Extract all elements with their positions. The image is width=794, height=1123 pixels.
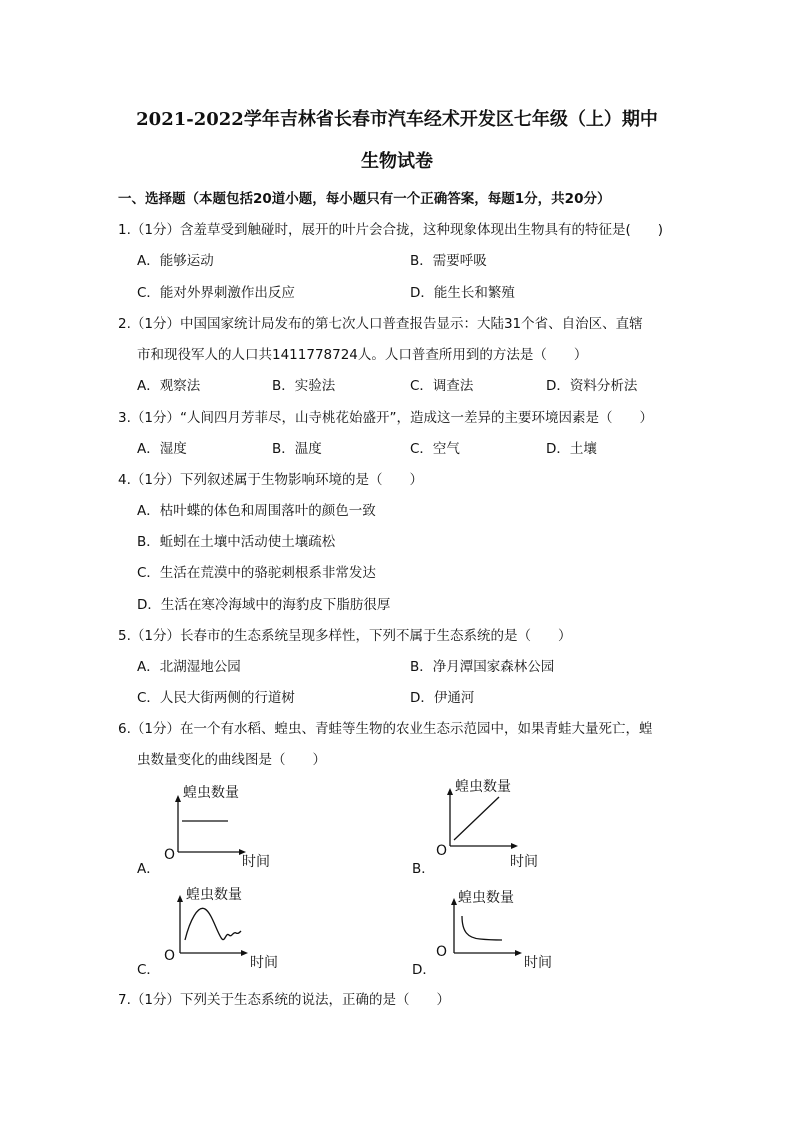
- q6-graph-a: [170, 795, 250, 860]
- exam-title-line2: 生物试卷: [361, 151, 433, 172]
- q3-option-b: B．温度: [272, 441, 322, 457]
- q1-option-b: B．需要呼吸: [410, 253, 487, 269]
- q2-option-d: D．资料分析法: [546, 378, 638, 394]
- q1-option-c: C．能对外界刺激作出反应: [137, 285, 295, 301]
- q6-graph-d: [446, 898, 526, 963]
- q1-stem: 1.（1分）含羞草受到触碰时，展开的叶片会合拢，这种现象体现出生物具有的特征是( ): [118, 222, 664, 238]
- x-axis-arrow: [239, 849, 246, 855]
- q5-option-a: A．北湖湿地公园: [137, 659, 241, 675]
- q6-graph-a-origin: O: [164, 847, 176, 863]
- q1-option-d: D．能生长和繁殖: [410, 285, 515, 301]
- q6-graph-a-ylabel: 蝗虫数量: [183, 785, 239, 801]
- q6-option-b-letter: B．: [412, 861, 435, 877]
- q4-stem: 4.（1分）下列叙述属于生物影响环境的是（ ）: [118, 472, 423, 488]
- curve-rising: [454, 797, 499, 840]
- q6-graph-d-xlabel: 时间: [524, 955, 552, 971]
- q2-stem-line2: 市和现役军人的人口共1411778724人。人口普查所用到的方法是（ ）: [137, 347, 588, 363]
- q6-graph-c-origin: O: [164, 948, 176, 964]
- q6-graph-d-ylabel: 蝗虫数量: [458, 890, 514, 906]
- q1-option-a: A．能够运动: [137, 253, 214, 269]
- q6-graph-c-ylabel: 蝗虫数量: [186, 887, 242, 903]
- curve-decay: [462, 916, 502, 940]
- q2-option-b: B．实验法: [272, 378, 336, 394]
- q6-graph-b: [442, 788, 522, 853]
- q5-option-b: B．净月潭国家森林公园: [410, 659, 555, 675]
- q3-option-d: D．土壤: [546, 441, 597, 457]
- y-axis-arrow: [447, 788, 453, 795]
- q3-option-a: A．湿度: [137, 441, 187, 457]
- q4-option-b: B．蚯蚓在土壤中活动使土壤疏松: [137, 534, 336, 550]
- q6-option-c-letter: C．: [137, 962, 160, 978]
- y-axis-arrow: [177, 895, 183, 902]
- q6-option-a-letter: A．: [137, 861, 160, 877]
- q3-stem: 3.（1分）“人间四月芳菲尽，山寺桃花始盛开”，造成这一差异的主要环境因素是（ ）: [118, 410, 653, 426]
- x-axis-arrow: [515, 950, 522, 956]
- q4-option-a: A．枯叶蝶的体色和周围落叶的颜色一致: [137, 503, 376, 519]
- q6-stem-line2: 虫数量变化的曲线图是（ ）: [137, 752, 326, 768]
- q6-graph-b-origin: O: [436, 843, 448, 859]
- y-axis-arrow: [175, 795, 181, 802]
- y-axis-arrow: [451, 898, 457, 905]
- q3-option-c: C．空气: [410, 441, 460, 457]
- curve-rise-fall: [185, 908, 241, 940]
- x-axis-arrow: [511, 843, 518, 849]
- q6-graph-c: [172, 895, 252, 960]
- q2-stem-line1: 2.（1分）中国国家统计局发布的第七次人口普查报告显示：大陆31个省、自治区、直辖: [118, 316, 643, 332]
- section-heading: 一、选择题（本题包括20道小题，每小题只有一个正确答案，每题1分，共20分）: [118, 191, 611, 207]
- q6-graph-c-xlabel: 时间: [250, 955, 278, 971]
- q2-option-a: A．观察法: [137, 378, 201, 394]
- q6-option-d-letter: D．: [412, 962, 436, 978]
- q2-option-c: C．调查法: [410, 378, 474, 394]
- exam-title-line1: 2021-2022学年吉林省长春市汽车经术开发区七年级（上）期中: [136, 109, 658, 130]
- q7-stem: 7.（1分）下列关于生态系统的说法，正确的是（ ）: [118, 992, 450, 1008]
- q5-stem: 5.（1分）长春市的生态系统呈现多样性，下列不属于生态系统的是（ ）: [118, 628, 572, 644]
- q4-option-c: C．生活在荒漠中的骆驼刺根系非常发达: [137, 565, 376, 581]
- q6-graph-a-xlabel: 时间: [242, 854, 270, 870]
- q6-graph-b-ylabel: 蝗虫数量: [455, 779, 511, 795]
- q6-graph-b-xlabel: 时间: [510, 854, 538, 870]
- q6-graph-d-origin: O: [436, 944, 448, 960]
- q6-stem-line1: 6.（1分）在一个有水稻、蝗虫、青蛙等生物的农业生态示范园中，如果青蛙大量死亡，蝗: [118, 721, 653, 737]
- x-axis-arrow: [241, 950, 248, 956]
- q5-option-d: D．伊通河: [410, 690, 475, 706]
- q5-option-c: C．人民大街两侧的行道树: [137, 690, 295, 706]
- q4-option-d: D．生活在寒冷海域中的海豹皮下脂肪很厚: [137, 597, 391, 613]
